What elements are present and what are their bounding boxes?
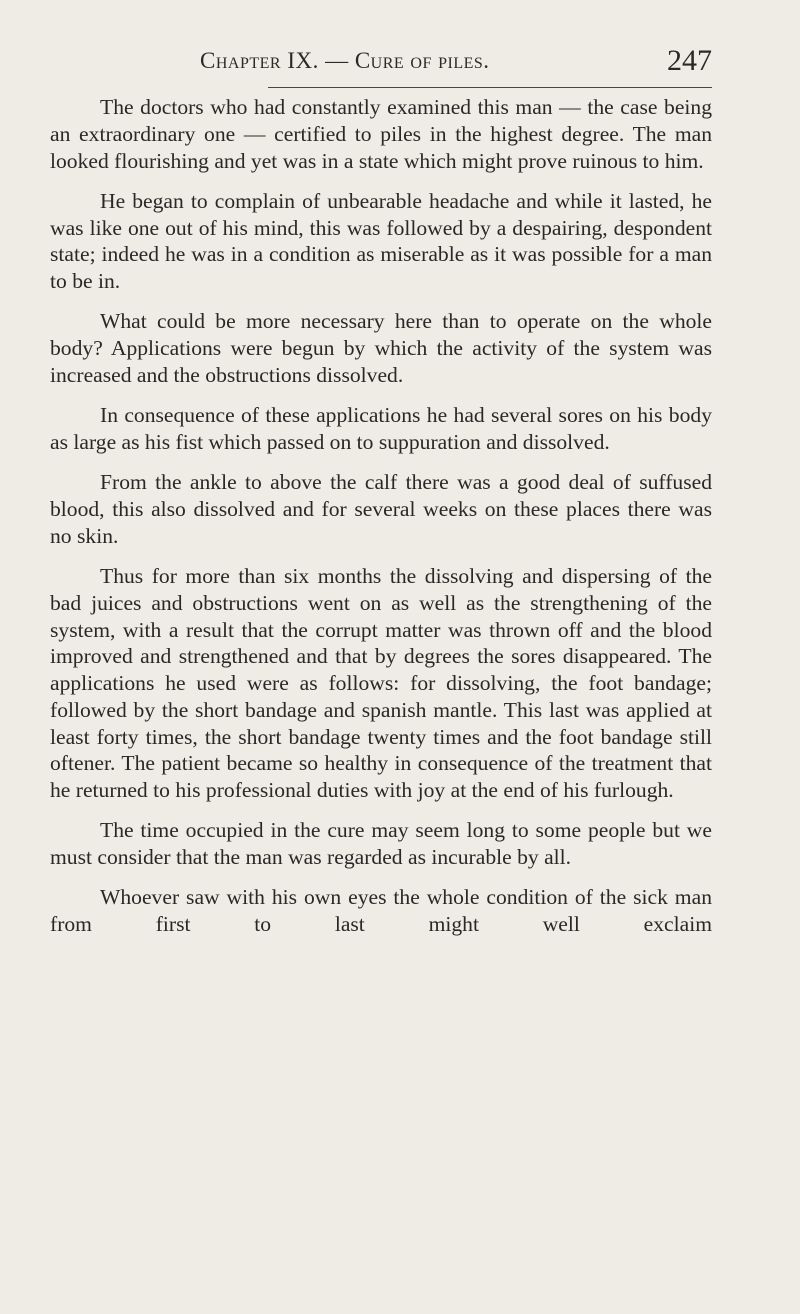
paragraph: In consequence of these applications he had several sores on his body as large as his fist which passed on to suppuration and dissolved. — [50, 403, 712, 454]
page-number: 247 — [667, 44, 712, 77]
running-head — [200, 44, 712, 84]
paragraph: The doctors who had constantly examined this man — the case being an extraordinary one — certified to piles in the highest degree. The man looked flourishing and yet was in a state which might prove ruinous to him. — [50, 95, 712, 173]
paragraph: Thus for more than six months the dissolving and dispersing of the bad juices and obstructions went on as well as the strengthening of the system, with a result that the corrupt matter was thrown off and the blood improved and strengthened and that by degrees the sores disappeared. The applications he used were as follows: for dissolving, the foot bandage; followed by the short bandage and spanish mantle. This last was applied at least forty times, the short bandage twenty times and the foot bandage still oftener. The patient became so healthy in consequence of the treatment that he returned to his professional duties with joy at the end of his furlough. — [50, 563, 712, 803]
paragraph: He began to complain of unbearable headache and while it lasted, he was like one out of his mind, this was followed by a despairing, despondent state; indeed he was in a condition as miserable as it was possible for a man to be in. — [50, 188, 712, 294]
paragraph: From the ankle to above the calf there was a good deal of suffused blood, this also dissolved and for several weeks on these places there was no skin. — [50, 470, 712, 548]
paragraph: What could be more necessary here than to operate on the whole body? Applications were begun by which the activity of the system was increased and the obstructions dissolved. — [50, 309, 712, 387]
paragraph: Whoever saw with his own eyes the whole condition of the sick man from first to last might well exclaim — [50, 885, 712, 937]
header-rule — [268, 87, 712, 88]
body-text — [50, 94, 712, 938]
paragraph: The time occupied in the cure may seem long to some people but we must consider that the man was regarded as incurable by all. — [50, 818, 712, 870]
running-title: Chapter IX. — Cure of piles. — [200, 48, 490, 73]
